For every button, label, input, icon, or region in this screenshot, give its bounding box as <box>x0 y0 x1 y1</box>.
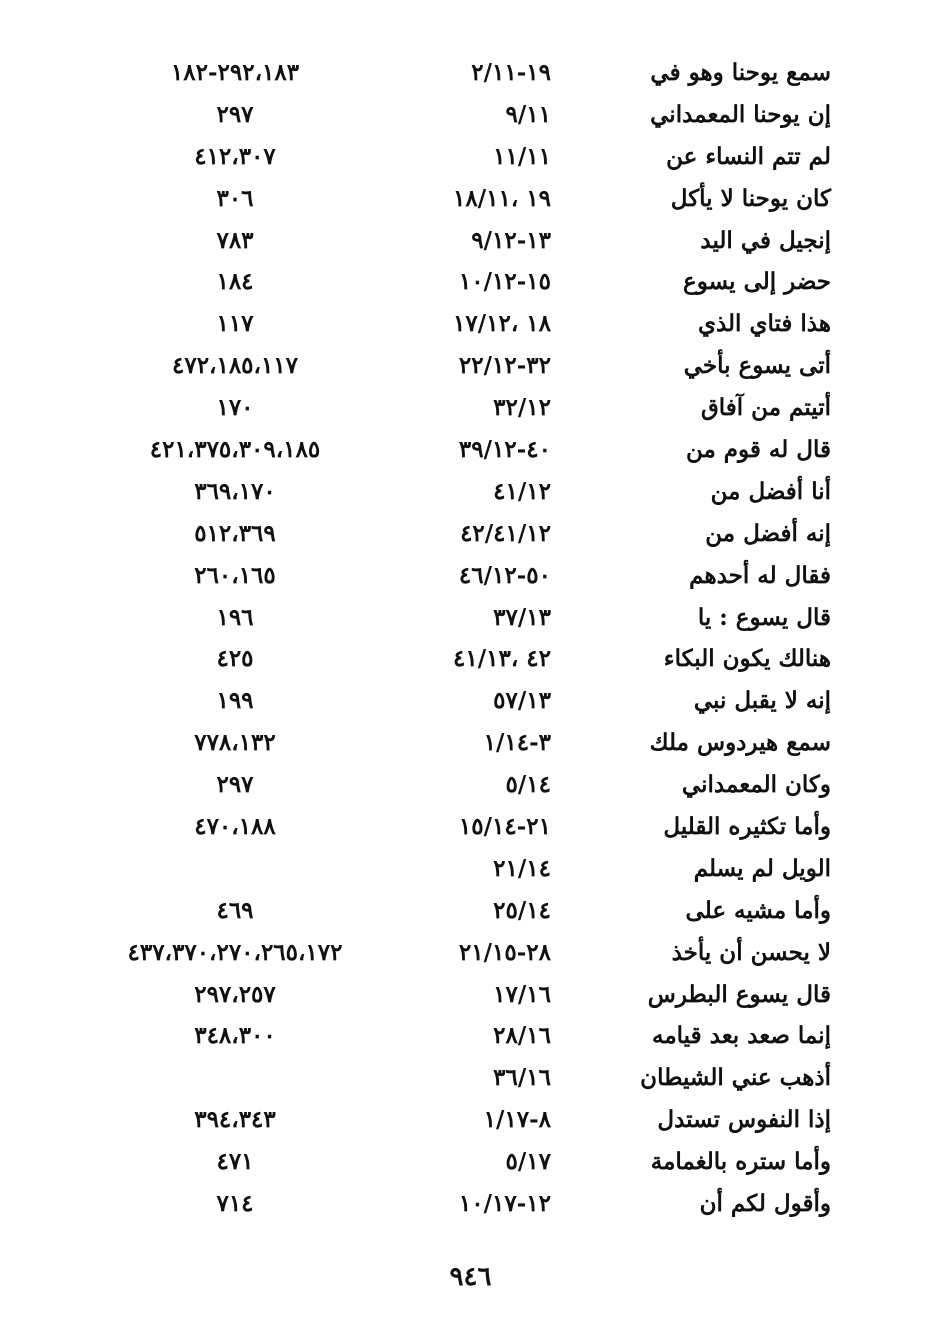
reference-cell: ١٧/١٦ <box>493 980 551 1008</box>
reference-cell: ٥/١٤ <box>505 771 551 799</box>
reference-cell: ٨-١/١٧ <box>483 1106 551 1134</box>
phrase-cell: وأما تكثيره القليل <box>663 813 831 841</box>
table-row <box>0 680 941 722</box>
phrase-cell: إنما صعد بعد قيامه <box>652 1022 831 1050</box>
reference-cell: ٥/١٧ <box>505 1148 551 1176</box>
phrase-cell: قال يسوع : يا <box>697 603 831 631</box>
phrase-cell: هنالك يكون البكاء <box>663 645 831 673</box>
pages-cell: ٤٢١،٣٧٥،٣٠٩،١٨٥ <box>149 436 321 464</box>
reference-cell: ٢٨-٢١/١٥ <box>458 938 551 966</box>
pages-cell: ١١٧ <box>216 310 254 338</box>
pages-cell: ٤١٢،٣٠٧ <box>194 142 276 170</box>
table-row <box>0 974 941 1016</box>
table-row <box>0 806 941 848</box>
pages-cell: ٢٩٢،١٨٣-١٨٢ <box>170 59 300 86</box>
pages-cell: ٣٦٩،١٧٠ <box>194 477 276 505</box>
table-row <box>0 303 941 345</box>
table-row <box>0 1183 941 1225</box>
table-row <box>0 638 941 680</box>
reference-cell: ١٢-١٠/١٧ <box>458 1190 551 1218</box>
table-row <box>0 178 941 220</box>
table-row <box>0 471 941 513</box>
pages-cell: ١٩٦ <box>216 603 254 631</box>
pages-cell: ٤٢٥ <box>216 645 254 673</box>
table-row <box>0 555 941 597</box>
pages-cell: ٧١٤ <box>216 1190 254 1218</box>
table-row <box>0 1015 941 1057</box>
reference-cell: ٩/١١ <box>505 100 551 128</box>
phrase-cell: إنه أفضل من <box>705 519 831 547</box>
reference-cell: ٣-١/١٤ <box>483 729 551 757</box>
phrase-cell: سمع هيردوس ملك <box>649 729 831 757</box>
reference-cell: ١٨ ،١٧/١٢ <box>453 310 551 338</box>
phrase-cell: حضر إلى يسوع <box>683 268 831 296</box>
phrase-cell: لا يحسن أن يأخذ <box>671 938 831 966</box>
table-row <box>0 764 941 806</box>
pages-cell: ٢٩٧،٢٥٧ <box>194 980 276 1008</box>
phrase-cell: سمع يوحنا وهو في <box>650 59 831 86</box>
table-row <box>0 932 941 974</box>
reference-cell: ١٩ ،١٨/١١ <box>453 184 551 212</box>
table-row <box>0 597 941 639</box>
table-row <box>0 345 941 387</box>
pages-cell: ٤٧٢،١٨٥،١١٧ <box>171 352 299 380</box>
pages-cell: ٢٦٠،١٦٥ <box>194 561 276 589</box>
pages-cell: ٣٤٨،٣٠٠ <box>194 1022 276 1050</box>
pages-cell: ٥١٢،٣٦٩ <box>194 519 276 547</box>
reference-cell: ١٩-٢/١١ <box>471 59 551 86</box>
reference-cell: ٤٢ ،٤١/١٣ <box>453 645 551 673</box>
phrase-cell: أذهب عني الشيطان <box>640 1064 831 1092</box>
table-row <box>0 1057 941 1099</box>
phrase-cell: إنجيل في اليد <box>700 226 831 254</box>
phrase-cell: الويل لم يسلم <box>693 854 831 882</box>
pages-cell: ٢٩٧ <box>216 100 254 128</box>
reference-cell: ١٣-٩/١٢ <box>471 226 551 254</box>
pages-cell: ١٩٩ <box>216 687 254 715</box>
reference-cell: ٣٢/١٢ <box>493 394 551 422</box>
table-row <box>0 429 941 471</box>
phrase-cell: أنا أفضل من <box>710 477 831 505</box>
pages-cell: ٤٣٧،٣٧٠،٢٧٠،٢٦٥،١٧٢ <box>127 938 343 966</box>
phrase-cell: وأقول لكم أن <box>699 1190 831 1218</box>
table-row <box>0 848 941 890</box>
pages-cell: ٢٩٧ <box>216 771 254 799</box>
table-row <box>0 136 941 178</box>
reference-cell: ١٥-١٠/١٢ <box>458 268 551 296</box>
table-row <box>0 1141 941 1183</box>
table-row <box>0 513 941 555</box>
index-table <box>0 52 941 1225</box>
table-row <box>0 94 941 136</box>
reference-cell: ٣٦/١٦ <box>493 1064 551 1092</box>
pages-cell: ٣٠٦ <box>216 184 254 212</box>
phrase-cell: وأما مشيه على <box>685 896 831 924</box>
reference-cell: ٥٠-٤٦/١٢ <box>458 561 551 589</box>
reference-cell: ٢٨/١٦ <box>493 1022 551 1050</box>
table-row <box>0 261 941 303</box>
reference-cell: ٤٢/٤١/١٢ <box>460 519 551 547</box>
reference-cell: ٣٧/١٣ <box>493 603 551 631</box>
pages-cell: ٧٨٣ <box>216 226 254 254</box>
phrase-cell: إن يوحنا المعمداني <box>650 100 831 128</box>
table-row <box>0 220 941 262</box>
pages-cell: ١٧٠ <box>216 394 254 422</box>
pages-cell: ٤٧٠،١٨٨ <box>194 813 276 841</box>
pages-cell: ١٨٤ <box>216 268 254 296</box>
pages-cell: ٤٦٩ <box>216 896 254 924</box>
phrase-cell: وأما ستره بالغمامة <box>650 1148 831 1176</box>
phrase-cell: وكان المعمداني <box>681 771 831 799</box>
phrase-cell: هذا فتاي الذي <box>697 310 831 338</box>
phrase-cell: قال له قوم من <box>685 436 831 464</box>
phrase-cell: كان يوحنا لا يأكل <box>670 184 831 212</box>
pages-cell: ٧٧٨،١٣٢ <box>194 729 276 757</box>
page-number: ٩٤٦ <box>449 1262 492 1292</box>
table-row <box>0 387 941 429</box>
phrase-cell: إنه لا يقبل نبي <box>693 687 831 715</box>
reference-cell: ٥٧/١٣ <box>493 687 551 715</box>
phrase-cell: لم تتم النساء عن <box>666 142 831 170</box>
reference-cell: ٢١/١٤ <box>493 854 551 882</box>
phrase-cell: فقال له أحدهم <box>689 561 831 589</box>
phrase-cell: إذا النفوس تستدل <box>657 1106 831 1134</box>
reference-cell: ٢٥/١٤ <box>493 896 551 924</box>
reference-cell: ٣٢-٢٢/١٢ <box>458 352 551 380</box>
table-row <box>0 52 941 94</box>
phrase-cell: قال يسوع البطرس <box>647 980 831 1008</box>
table-row <box>0 1099 941 1141</box>
reference-cell: ٤٠-٣٩/١٢ <box>458 436 551 464</box>
reference-cell: ٢١-١٥/١٤ <box>458 813 551 841</box>
reference-cell: ٤١/١٢ <box>493 477 551 505</box>
pages-cell: ٣٩٤،٣٤٣ <box>194 1106 276 1134</box>
phrase-cell: أتى يسوع بأخي <box>683 352 831 380</box>
table-row <box>0 890 941 932</box>
phrase-cell: أتيتم من آفاق <box>700 394 831 422</box>
pages-cell: ٤٧١ <box>216 1148 254 1176</box>
reference-cell: ١١/١١ <box>493 142 551 170</box>
table-row <box>0 722 941 764</box>
